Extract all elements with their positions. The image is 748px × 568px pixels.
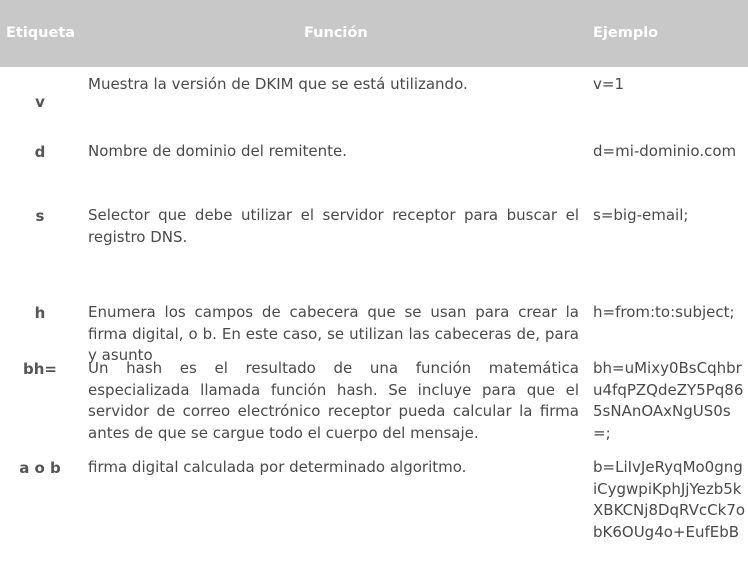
row-tag: h — [34, 304, 46, 322]
row-function: Enumera los campos de cabecera que se usan para crear la firma digital, o b. En este caso, se utilizan las cabeceras de, para y asunto — [88, 303, 579, 364]
row-example: bh=uMixy0BsCqhbru4fqPZQdeZY5Pq865sNAnOAxNgUS0s=; — [593, 359, 744, 442]
row-tag: s — [35, 207, 45, 225]
header-etiqueta: Etiqueta — [6, 25, 76, 41]
row-function: Un hash es el resultado de una función matemática especializada llamada función hash. Se incluye para que el servidor de correo electrónico receptor pueda calcular la firma antes de que se cargue todo el cuerpo del mensaje. — [88, 359, 579, 442]
header-funcion: Función — [304, 25, 368, 41]
row-function: firma digital calculada por determinado algoritmo. — [88, 458, 467, 476]
row-example: h=from:to:subject; — [593, 303, 735, 321]
row-tag: bh= — [23, 360, 57, 378]
row-tag: d — [34, 143, 46, 161]
row-example: v=1 — [593, 75, 624, 93]
row-function: Nombre de dominio del remitente. — [88, 142, 348, 160]
row-example: s=big-email; — [593, 206, 689, 224]
row-tag: a o b — [19, 459, 61, 477]
table-header — [0, 0, 748, 67]
row-function: Selector que debe utilizar el servidor receptor para buscar el registro DNS. — [88, 206, 579, 246]
row-example: d=mi-dominio.com — [593, 142, 737, 160]
header-ejemplo: Ejemplo — [593, 25, 659, 41]
row-tag: v — [35, 93, 45, 111]
row-example: b=LiIvJeRyqMo0gngiCygwpiKphJjYezb5kXBKCNj8DqRVcCk7obK6OUg4o+EufEbB — [593, 458, 746, 541]
row-function: Muestra la versión de DKIM que se está utilizando. — [88, 75, 468, 93]
